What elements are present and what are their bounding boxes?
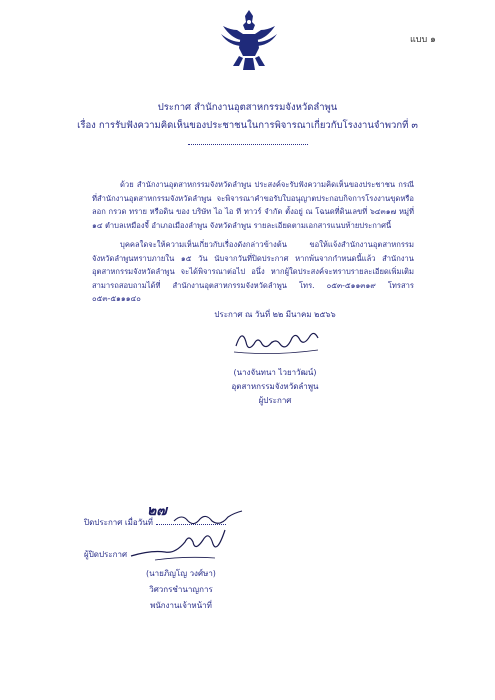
poster-position: วิศวกรชำนาญการ: [149, 585, 213, 594]
signature-icon: [230, 324, 330, 362]
signer-name: (นางจันทนา ไวยาวัฒน์): [233, 368, 317, 377]
posted-label: ปิดประกาศ เมื่อวันที่: [84, 518, 153, 527]
poster-label: ผู้ปิดประกาศ: [84, 550, 128, 559]
signer-position: อุตสาหกรรมจังหวัดลำพูน: [231, 382, 319, 391]
document-subject: เรื่อง การรับฟังความคิดเห็นของประชาชนในการพิจารณาเกี่ยวกับโรงงานจำพวกที่ ๓: [77, 120, 418, 131]
form-number: แบบ ๑: [410, 35, 436, 45]
body-paragraph-2: บุคคลใดจะให้ความเห็นเกี่ยวกับเรื่องดังกล่าวข้างต้น ขอให้แจ้งสำนักงานอุตสาหกรรมจังหวัดลำพูนทราบภายใน ๑๕ วัน นับจากวันที่ปิดประกาศ หากพ้นจากกำหนดนี้แล้ว สำนักงานอุตสาหกรรมจังหวัดลำพูน จะได้พิจารณาต่อไป อนึ่ง หากผู้ใดประสงค์จะทราบรายละเอียดเพิ่มเติม สามารถสอบถามได้ที่ สำนักงานอุตสาหกรรมจังหวัดลำพูน โทร. ๐๕๓-๕๑๑๓๑๙ โทรสาร ๐๕๓-๕๑๑๑๔๐: [92, 240, 414, 303]
announcement-date: ประกาศ ณ วันที่ ๒๒ มีนาคม ๒๕๖๖: [214, 310, 336, 319]
poster-block: [126, 566, 236, 614]
signer-block: [200, 366, 350, 408]
document-title: ประกาศ สำนักงานอุตสาหกรรมจังหวัดลำพูน: [157, 102, 338, 113]
garuda-emblem-icon: [219, 8, 279, 74]
title-divider: [188, 144, 308, 145]
poster-role: พนักงานเจ้าหน้าที่: [150, 601, 212, 610]
body-paragraph-1: ด้วย สำนักงานอุตสาหกรรมจังหวัดลำพูน ประสงค์จะรับฟังความคิดเห็นของประชาชน กรณีที่สำนักงานอุตสาหกรรมจังหวัดลำพูน จะพิจารณาคำขอรับใบอนุญาตประกอบกิจการโรงงานขุดหรือลอก กรวด ทราย หรือดิน ของ บริษัท ไอ ไอ ที ทาวร์ จำกัด ตั้งอยู่ ณ โฉนดที่ดินเลขที่ ๖๔๓๑๗ หมู่ที่ ๑๔ ตำบลเหมืองจี้ อำเภอเมืองลำพูน จังหวัดลำพูน รายละเอียดตามเอกสารแนบท้ายประกาศนี้: [92, 180, 414, 230]
posted-day: ๒๗: [147, 503, 167, 519]
poster-name: (นายภิญโญ วงศ์ษา): [146, 569, 216, 578]
signer-role: ผู้ประกาศ: [258, 396, 292, 405]
poster-signature-icon: [125, 526, 235, 566]
